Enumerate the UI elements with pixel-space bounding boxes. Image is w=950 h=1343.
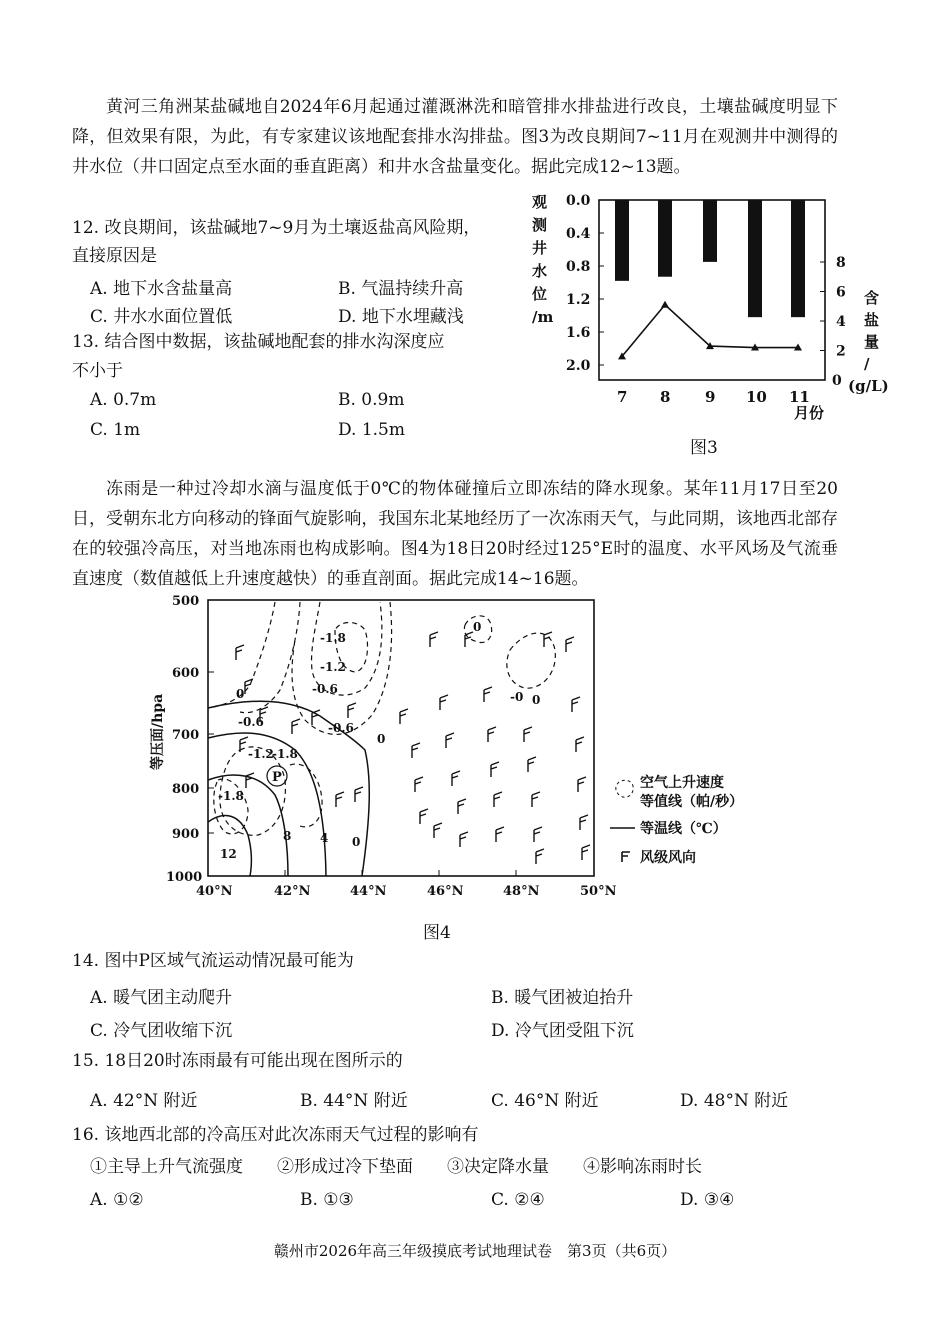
q12-stem-cont: 直接原因是: [72, 246, 157, 266]
q16-option-d[interactable]: D. ③④: [680, 1190, 735, 1210]
fig4-wind-barb: [355, 787, 363, 802]
q15-option-b[interactable]: B. 44°N 附近: [300, 1091, 408, 1111]
fig4-wind-barb: [292, 719, 300, 734]
fig4-label: 0: [352, 835, 361, 849]
fig3-left-tick: 0.8: [566, 259, 591, 275]
fig4-wind-barb: [491, 762, 499, 777]
q12-option-a[interactable]: A. 地下水含盐量高: [90, 279, 233, 299]
fig3-right-tick: 6: [836, 284, 846, 301]
q16-option-c[interactable]: C. ②④: [491, 1190, 545, 1210]
fig3-left-axis-label: [531, 193, 553, 326]
q15-option-a[interactable]: A. 42°N 附近: [90, 1091, 198, 1111]
figure-4-caption: 图4: [423, 923, 451, 943]
fig4-wind-barb: [452, 771, 460, 786]
q14-option-b[interactable]: B. 暖气团被迫抬升: [491, 988, 634, 1008]
fig3-left-label-char: /m: [532, 308, 554, 326]
q12-option-b[interactable]: B. 气温持续升高: [338, 279, 464, 299]
fig4-label: 0: [236, 687, 245, 701]
fig4-legend-1: 空气上升速度: [640, 775, 724, 791]
fig4-ytick: 700: [172, 728, 200, 743]
intro-paragraph-2: 冻雨是一种过冷却水滴与温度低于0℃的物体碰撞后立即冻结的降水现象。某年11月17日至20日，受朝东北方向移动的锋面气旋影响，我国东北某地经历了一次冻雨天气，与此同期，该地西北部存在的较强冷高压，对当地冻雨也构成影响。图4为18日20时经过125°E时的温度、水平风场及气流垂直速度（数值越低上升速度越快）的垂直剖面。据此完成14~16题。: [72, 479, 838, 589]
fig3-point: [661, 301, 669, 308]
fig4-ytick: 500: [172, 594, 200, 609]
fig4-wind-barb: [576, 737, 584, 752]
fig4-label: -1.2: [320, 660, 346, 674]
fig4-label: P: [272, 770, 282, 785]
fig4-label: -0.6: [312, 682, 338, 696]
q13-option-a[interactable]: A. 0.7m: [90, 390, 157, 410]
fig4-wind-barb: [488, 727, 496, 742]
fig4-ytick: 800: [172, 782, 200, 797]
fig4-wind-barb: [246, 773, 254, 788]
fig3-x-tick: 9: [705, 388, 716, 406]
fig4-ytick: 900: [172, 827, 200, 842]
fig4-label: 12: [220, 847, 237, 861]
fig3-x-tick: 10: [746, 388, 767, 406]
fig4-xtick: 48°N: [503, 884, 540, 899]
q14-option-a[interactable]: A. 暖气团主动爬升: [90, 988, 233, 1008]
page-footer: 赣州市2026年高三年级摸底考试地理试卷 第3页（共6页）: [273, 1242, 677, 1260]
fig3-right-label-char: 含: [864, 289, 880, 307]
fig4-legend-2: 等值线（帕/秒）: [640, 794, 744, 810]
fig4-label: -1.8: [272, 747, 298, 761]
fig4-wind-barb: [348, 703, 356, 718]
fig4-xtick: 40°N: [196, 884, 233, 899]
fig4-wind-barb: [578, 777, 586, 792]
fig4-wind-barb: [536, 849, 544, 864]
fig3-bar: [615, 200, 629, 281]
fig4-wind-barb: [430, 632, 438, 647]
fig3-right-axis-label: [848, 289, 889, 395]
fig3-bar: [658, 200, 672, 277]
fig4-label: -1.8: [320, 631, 346, 645]
fig4-xtick: 50°N: [580, 884, 617, 899]
fig4-wind-barb: [534, 827, 542, 842]
fig4-label: 0: [532, 693, 541, 707]
q16-items: ①主导上升气流强度 ②形成过冷下垫面 ③决定降水量 ④影响冻雨时长: [90, 1157, 702, 1177]
fig3-right-label-char: /: [864, 355, 870, 373]
fig3-left-label-char: 测: [532, 216, 548, 234]
q16-option-a[interactable]: A. ①②: [90, 1190, 144, 1210]
figure-4-section: [140, 590, 780, 910]
fig4-wind-barb: [236, 645, 244, 660]
fig4-wind-barb: [496, 827, 504, 842]
figure-3-caption: 图3: [690, 438, 718, 458]
fig4-y-axis-label: 等压面/hpa: [150, 693, 166, 770]
fig4-wind-barb: [566, 637, 574, 652]
fig3-right-label-char: 盐: [864, 311, 880, 329]
q15-stem: 15. 18日20时冻雨最有可能出现在图所示的: [72, 1051, 403, 1071]
fig4-wind-barb: [420, 809, 428, 824]
q16-option-b[interactable]: B. ①③: [300, 1190, 354, 1210]
intro-paragraph-1: 黄河三角洲某盐碱地自2024年6月起通过灌溉淋洗和暗管排水排盐进行改良，土壤盐碱度明显下降，但效果有限，为此，有专家建议该地配套排水沟排盐。图3为改良期间7~11月在观测井中测得的井水位（井口固定点至水面的垂直距离）和井水含盐量变化。据此完成12~13题。: [72, 97, 838, 177]
fig4-wind-barb: [440, 695, 448, 710]
fig3-x-tick: 8: [660, 388, 671, 406]
fig4-wind-barb: [494, 792, 502, 807]
fig4-label: 8: [283, 829, 292, 843]
fig4-legend-wind-icon: [622, 852, 630, 862]
fig4-wind-barb: [580, 815, 588, 830]
fig4-wind-barb: [460, 832, 468, 847]
fig4-wind-barb: [484, 687, 492, 702]
q16-stem: 16. 该地西北部的冷高压对此次冻雨天气过程的影响有: [72, 1125, 479, 1145]
fig4-wind-barb: [458, 799, 466, 814]
q14-option-c[interactable]: C. 冷气团收缩下沉: [90, 1021, 233, 1041]
fig3-left-tick: 0.0: [566, 193, 591, 209]
fig4-ytick: 600: [172, 666, 200, 681]
q14-option-d[interactable]: D. 冷气团受阻下沉: [491, 1021, 634, 1041]
q12-option-d[interactable]: D. 地下水埋藏浅: [338, 307, 464, 327]
q12-stem: 12. 改良期间，该盐碱地7~9月为土壤返盐高风险期，: [72, 218, 481, 238]
fig4-wind-barb: [532, 792, 540, 807]
fig3-right-tick: 2: [836, 343, 846, 360]
fig4-wind-barb: [572, 697, 580, 712]
fig3-left-tick: 1.6: [566, 325, 591, 341]
figure-3-chart: [530, 185, 900, 465]
fig4-label: -0.6: [328, 721, 354, 735]
fig3-month-label: 月份: [794, 404, 825, 422]
fig3-right-label-char: 量: [864, 333, 880, 351]
fig3-x-tick: 7: [617, 388, 628, 406]
fig4-label: -0.6: [238, 715, 264, 729]
q13-option-b[interactable]: B. 0.9m: [338, 390, 405, 410]
fig4-legend-3: 等温线（℃）: [640, 821, 727, 837]
fig3-bar: [791, 200, 805, 317]
fig4-label: -1.8: [218, 789, 244, 803]
fig4-wind-barb: [528, 757, 536, 772]
fig3-left-tick: 2.0: [566, 358, 591, 374]
fig4-wind-barb: [312, 710, 320, 725]
fig3-bar: [748, 200, 762, 317]
fig4-xtick: 46°N: [427, 884, 464, 899]
fig3-left-label-char: 井: [532, 239, 548, 257]
q13-stem: 13. 结合图中数据，该盐碱地配套的排水沟深度应: [72, 332, 445, 352]
fig3-bar: [703, 200, 717, 262]
fig4-wind-barb: [415, 777, 423, 792]
fig4-label: -1.2: [248, 747, 274, 761]
fig4-label: -0: [510, 690, 524, 704]
fig3-left-label-char: 观: [532, 193, 548, 211]
fig4-wind-barb: [412, 743, 420, 758]
q13-option-d[interactable]: D. 1.5m: [338, 420, 405, 440]
fig4-label: 0: [377, 732, 386, 746]
q13-stem-cont: 不小于: [72, 361, 123, 381]
fig4-wind-barb: [582, 845, 590, 860]
q12-option-c[interactable]: C. 井水水面位置低: [90, 307, 233, 327]
fig3-x-tick: 11: [789, 388, 810, 406]
fig3-left-tick: 1.2: [566, 292, 591, 308]
fig3-right-tick: 0: [832, 373, 842, 389]
fig4-legend-dashed-icon: [616, 780, 633, 797]
fig4-xtick: 42°N: [274, 884, 311, 899]
q15-option-c[interactable]: C. 46°N 附近: [491, 1091, 599, 1111]
fig4-wind-barb: [400, 709, 408, 724]
fig3-right-tick: 8: [836, 255, 846, 271]
fig4-wind-barb: [336, 792, 344, 807]
fig3-left-tick: 0.4: [566, 226, 591, 242]
q14-stem: 14. 图中P区域气流运动情况最可能为: [72, 951, 354, 971]
fig3-right-label-char: (g/L): [848, 377, 889, 395]
fig4-label: 0: [473, 620, 482, 634]
fig3-right-tick: 4: [836, 314, 846, 330]
fig4-xtick: 44°N: [350, 884, 387, 899]
fig4-wind-barb: [434, 823, 442, 838]
fig3-left-label-char: 水: [532, 262, 548, 280]
fig3-left-label-char: 位: [532, 285, 548, 303]
fig4-wind-barb: [524, 727, 532, 742]
fig4-wind-barb: [446, 733, 454, 748]
fig4-legend-4: 风级风向: [640, 850, 696, 866]
fig4-label: 4: [320, 831, 329, 845]
q15-option-d[interactable]: D. 48°N 附近: [680, 1091, 789, 1111]
q13-option-c[interactable]: C. 1m: [90, 420, 141, 440]
fig4-ytick: 1000: [166, 870, 203, 885]
